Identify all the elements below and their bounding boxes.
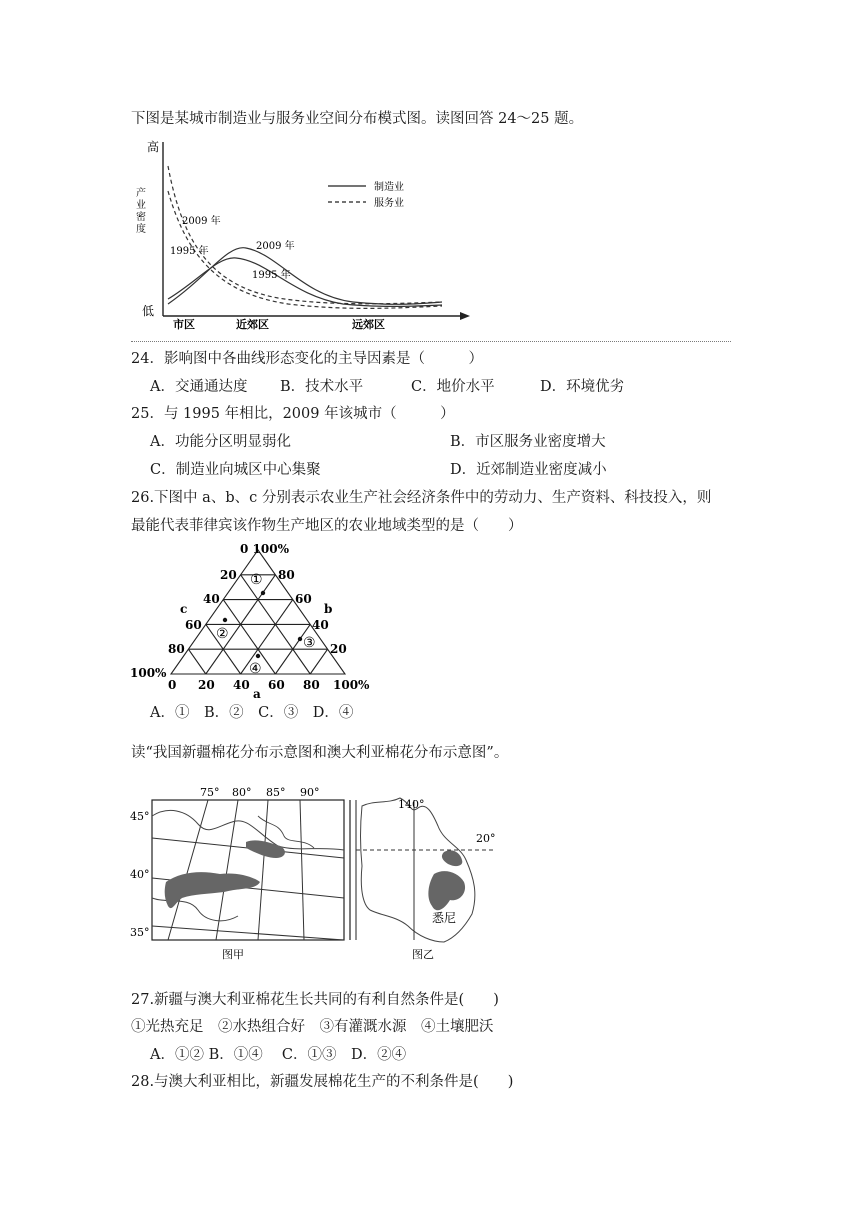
axis-a-label: a bbox=[253, 687, 261, 700]
industry-density-chart bbox=[128, 136, 478, 332]
bottom-tick: 20 bbox=[198, 678, 215, 692]
legend-label: 制造业 bbox=[374, 182, 404, 193]
question-24-option-b: B．技术水平 bbox=[280, 379, 364, 395]
question-28-stem: 28.与澳大利亚相比，新疆发展棉花生产的不利条件是( ) bbox=[131, 1074, 514, 1090]
left-tick: 40 bbox=[203, 592, 220, 606]
bottom-tick: 60 bbox=[268, 678, 285, 692]
lat-label: 35° bbox=[130, 926, 150, 939]
point-label: ③ bbox=[303, 635, 316, 651]
x-tick-label: 远郊区 bbox=[352, 318, 385, 331]
y-axis-label-2: 业 bbox=[136, 200, 146, 211]
australia-cotton-map bbox=[348, 786, 500, 962]
city-label: 悉尼 bbox=[432, 911, 457, 925]
data-point bbox=[256, 654, 260, 658]
question-27-options: A．①② B．①④ C．①③ D．②④ bbox=[150, 1047, 407, 1063]
question-27-stem: 27.新疆与澳大利亚棉花生长共同的有利自然条件是( ) bbox=[131, 992, 499, 1008]
annotation-label: 1995 年 bbox=[252, 270, 291, 281]
bottom-tick: 0 bbox=[168, 678, 177, 692]
data-point bbox=[223, 618, 227, 622]
point-label: ① bbox=[250, 572, 263, 588]
annotation-label: 1995 年 bbox=[170, 246, 209, 257]
legend-label: 服务业 bbox=[374, 198, 404, 209]
left-tick: 20 bbox=[220, 568, 237, 582]
intro-text: 下图是某城市制造业与服务业空间分布模式图。读图回答 24～25 题。 bbox=[131, 111, 584, 127]
x-tick-label: 近郊区 bbox=[236, 318, 269, 331]
xinjiang-cotton-map bbox=[128, 786, 348, 962]
question-25-option-b: B．市区服务业密度增大 bbox=[450, 434, 606, 450]
bottom-tick: 40 bbox=[233, 678, 250, 692]
question-26-line-1: 26.下图中 a、b、c 分别表示农业生产社会经济条件中的劳动力、生产资料、科技投入，则 bbox=[131, 490, 712, 506]
question-24-option-d: D．环境优劣 bbox=[540, 379, 625, 395]
question-24-option-c: C．地价水平 bbox=[411, 379, 495, 395]
cotton-area-south bbox=[428, 871, 465, 910]
australia-outline bbox=[361, 798, 475, 942]
question-25-option-a: A．功能分区明显弱化 bbox=[150, 434, 291, 450]
question-25-option-d: D．近郊制造业密度减小 bbox=[450, 462, 607, 478]
lon-label: 140° bbox=[398, 798, 425, 811]
axis-c-label: c bbox=[180, 602, 188, 616]
y-axis-label-1: 产 bbox=[136, 188, 146, 199]
question-24-option-a: A．交通通达度 bbox=[150, 379, 248, 395]
manufacturing-2009-line bbox=[168, 248, 442, 305]
lon-label: 75° bbox=[200, 786, 220, 799]
question-27-conditions: ①光热充足 ②水热组合好 ③有灌溉水源 ④土壤肥沃 bbox=[131, 1019, 494, 1035]
question-26-options: A．① B．② C．③ D．④ bbox=[150, 705, 354, 721]
annotation-label: 2009 年 bbox=[182, 216, 221, 227]
dotted-divider bbox=[131, 341, 731, 342]
bottom-tick: 100% bbox=[333, 678, 370, 692]
question-24-stem: 24．影响图中各曲线形态变化的主导因素是（ ） bbox=[131, 351, 483, 367]
y-axis-label-3: 密 bbox=[136, 212, 146, 223]
map-caption: 图乙 bbox=[412, 948, 434, 961]
cotton-area-north bbox=[442, 850, 462, 866]
lat-label: 40° bbox=[130, 868, 150, 881]
right-tick: 40 bbox=[312, 618, 329, 632]
left-tick: 60 bbox=[185, 618, 202, 632]
map-caption: 图甲 bbox=[222, 948, 244, 961]
right-tick: 20 bbox=[330, 642, 347, 656]
intro-text-2: 读“我国新疆棉花分布示意图和澳大利亚棉花分布示意图”。 bbox=[131, 745, 509, 761]
lon-label: 90° bbox=[300, 786, 320, 799]
lat-label: 20° bbox=[476, 832, 496, 845]
x-tick-label: 市区 bbox=[173, 318, 195, 331]
question-25-option-c: C．制造业向城区中心集聚 bbox=[150, 462, 321, 478]
y-low-label: 低 bbox=[142, 304, 155, 318]
x-axis-arrow bbox=[460, 312, 470, 320]
ternary-diagram bbox=[128, 540, 378, 700]
lon-label: 80° bbox=[232, 786, 252, 799]
left-tick: 80 bbox=[168, 642, 185, 656]
lat-label: 45° bbox=[130, 810, 150, 823]
point-label: ④ bbox=[249, 661, 262, 677]
point-label: ② bbox=[216, 626, 229, 642]
right-tick: 80 bbox=[278, 568, 295, 582]
y-axis-label-4: 度 bbox=[136, 224, 146, 235]
bottom-left-label: 100% bbox=[130, 666, 167, 680]
question-26-line-2: 最能代表菲律宾该作物生产地区的农业地域类型的是（ ） bbox=[131, 518, 523, 534]
top-label: 0 100% bbox=[240, 542, 289, 556]
axis-b-label: b bbox=[324, 602, 333, 616]
y-high-label: 高 bbox=[147, 140, 160, 154]
annotation-label: 2009 年 bbox=[256, 241, 295, 252]
cotton-area-north bbox=[246, 840, 285, 858]
bottom-tick: 80 bbox=[303, 678, 320, 692]
question-25-stem: 25．与 1995 年相比，2009 年该城市（ ） bbox=[131, 406, 455, 422]
data-point bbox=[261, 591, 265, 595]
manufacturing-1995-line bbox=[168, 258, 442, 307]
data-point bbox=[298, 637, 302, 641]
right-tick: 60 bbox=[295, 592, 312, 606]
lon-label: 85° bbox=[266, 786, 286, 799]
